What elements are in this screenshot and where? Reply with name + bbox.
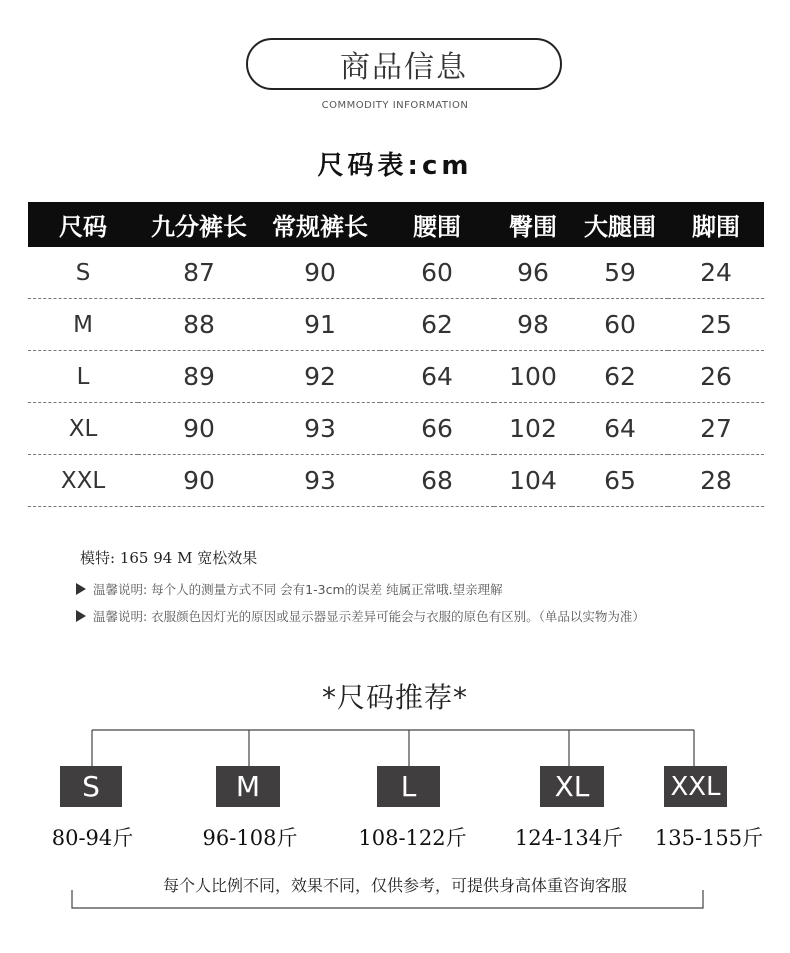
column-header: 尺码 <box>28 202 138 247</box>
table-cell: 60 <box>380 247 494 299</box>
size-box: XL <box>540 766 604 807</box>
column-header: 大腿围 <box>572 202 668 247</box>
table-cell: 104 <box>494 455 572 507</box>
recommendation-footer: 每个人比例不同，效果不同，仅供参考，可提供身高体重咨询客服 <box>162 876 627 895</box>
weight-range: 80-94斤 <box>51 826 134 850</box>
size-box: M <box>216 766 280 807</box>
weight-range: 108-122斤 <box>358 826 467 850</box>
table-cell: 26 <box>668 351 764 403</box>
table-cell: XL <box>28 403 138 455</box>
weight-range: 135-155斤 <box>654 826 764 850</box>
table-cell: 27 <box>668 403 764 455</box>
table-cell: 59 <box>572 247 668 299</box>
table-cell: 64 <box>572 403 668 455</box>
table-cell: 89 <box>138 351 260 403</box>
model-note: 模特: 165 94 M 宽松效果 <box>80 549 258 567</box>
weight-range: 96-108斤 <box>202 826 298 850</box>
column-header: 腰围 <box>380 202 494 247</box>
table-cell: 64 <box>380 351 494 403</box>
table-cell: 90 <box>260 247 380 299</box>
size-chart-title: 尺码表:cm <box>317 151 473 181</box>
table-cell: 28 <box>668 455 764 507</box>
table-cell: 93 <box>260 403 380 455</box>
recommendation-title: *尺码推荐* <box>321 681 468 714</box>
size-box: XXL <box>664 766 727 807</box>
table-cell: 100 <box>494 351 572 403</box>
table-cell: L <box>28 351 138 403</box>
table-cell: 102 <box>494 403 572 455</box>
table-cell: 88 <box>138 299 260 351</box>
size-box: S <box>60 766 122 807</box>
column-header: 常规裤长 <box>260 202 380 247</box>
table-cell: 98 <box>494 299 572 351</box>
table-cell: 96 <box>494 247 572 299</box>
weight-range: 124-134斤 <box>514 826 624 850</box>
page-subtitle: COMMODITY INFORMATION <box>321 100 469 111</box>
size-box: L <box>377 766 440 807</box>
table-cell: 24 <box>668 247 764 299</box>
table-cell: XXL <box>28 455 138 507</box>
table-cell: 62 <box>572 351 668 403</box>
table-cell: 90 <box>138 455 260 507</box>
column-header: 臀围 <box>494 202 572 247</box>
table-cell: 87 <box>138 247 260 299</box>
table-cell: 66 <box>380 403 494 455</box>
tip-text: 温馨说明: 衣服颜色因灯光的原因或显示器显示差异可能会与衣服的原色有区别。（单品以实物为准） <box>93 609 645 624</box>
table-cell: 90 <box>138 403 260 455</box>
table-cell: 25 <box>668 299 764 351</box>
column-header: 九分裤长 <box>138 202 260 247</box>
table-cell: S <box>28 247 138 299</box>
column-header: 脚围 <box>668 202 764 247</box>
table-cell: 93 <box>260 455 380 507</box>
table-cell: 68 <box>380 455 494 507</box>
table-cell: 62 <box>380 299 494 351</box>
table-cell: 92 <box>260 351 380 403</box>
table-cell: 60 <box>572 299 668 351</box>
tip-text: 温馨说明: 每个人的测量方式不同 会有1-3cm的误差 纯属正常哦.望亲理解 <box>93 582 503 597</box>
table-cell: 65 <box>572 455 668 507</box>
table-cell: 91 <box>260 299 380 351</box>
page-title: 商品信息 <box>340 50 468 85</box>
table-cell: M <box>28 299 138 351</box>
